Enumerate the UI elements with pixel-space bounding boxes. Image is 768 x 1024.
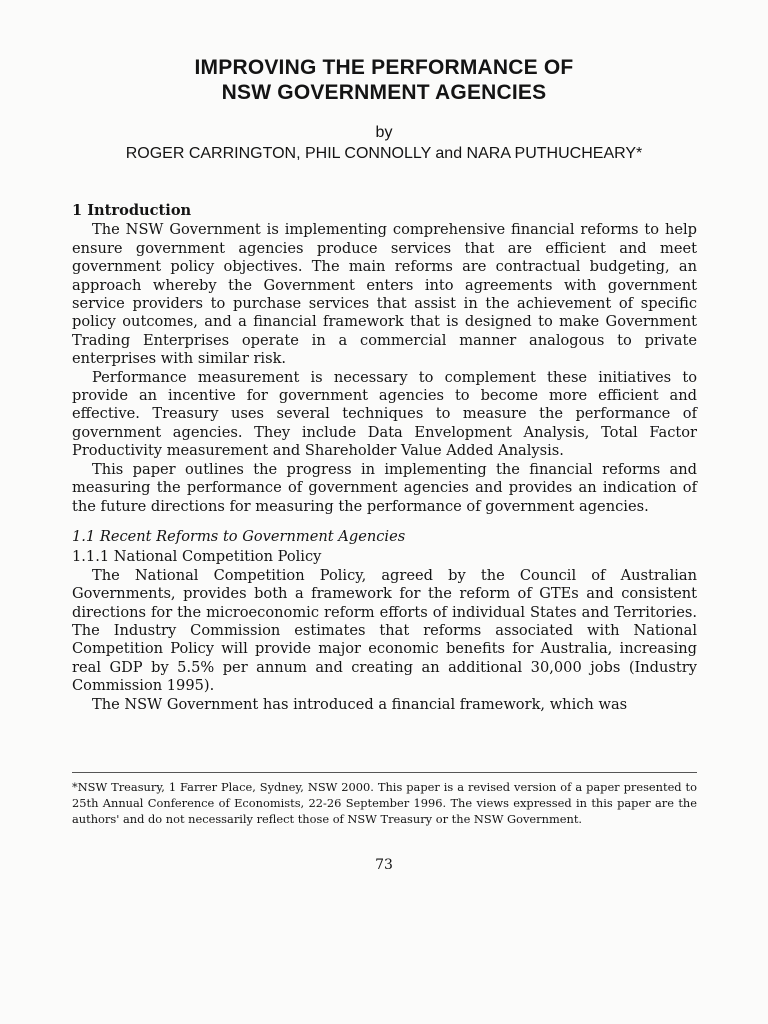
byline: by	[375, 124, 393, 141]
author-list: ROGER CARRINGTON, PHIL CONNOLLY and NARA PUTHUCHEARY*	[125, 145, 643, 162]
subsubsection-heading: 1.1.1 National Competition Policy	[72, 548, 322, 566]
page-number: 73	[375, 857, 393, 873]
title-line-1: IMPROVING THE PERFORMANCE OF	[194, 56, 574, 79]
paragraph: The NSW Government is implementing comprehensive financial reforms to help ensure government agencies produce services that are efficient and meet government policy objectives. The main reforms are contractual budgeting, an approach whereby the Government enters into agreements with government service providers to purchase services that assist in the achievement of specific policy outcomes, and a financial framework that is designed to make Government Trading Enterprises operate in a commercial manner analogous to private enterprises with similar risk.	[72, 221, 697, 368]
footnote: *NSW Treasury, 1 Farrer Place, Sydney, NSW 2000. This paper is a revised version of a paper presented to 25th Annual Conference of Economists, 22-26 September 1996. The views expressed in this paper are the authors' and do not necessarily reflect those of NSW Treasury or the NSW Government.	[72, 780, 697, 827]
paragraph: Performance measurement is necessary to complement these initiatives to provide an incentive for government agencies to become more efficient and effective. Treasury uses several techniques to measure the performance of government agencies. They include Data Envelopment Analysis, Total Factor Productivity measurement and Shareholder Value Added Analysis.	[72, 368, 697, 460]
body-text	[72, 202, 697, 714]
paragraph: This paper outlines the progress in implementing the financial reforms and measuring the performance of government agencies and provides an indication of the future directions for measuring the performance of government agencies.	[72, 460, 697, 515]
section-heading-introduction: 1 Introduction	[72, 202, 192, 219]
paragraph: The National Competition Policy, agreed by the Council of Australian Governments, provides both a framework for the reform of GTEs and consistent directions for the microeconomic reform efforts of individual States and Territories. The Industry Commission estimates that reforms associated with National Competition Policy will provide major economic benefits for Australia, increasing real GDP by 5.5% per annum and creating an additional 30,000 jobs (Industry Commission 1995).	[72, 566, 697, 695]
footnote-divider	[72, 772, 697, 773]
paper-title	[0, 55, 768, 105]
title-line-2: NSW GOVERNMENT AGENCIES	[221, 81, 547, 104]
paragraph: The NSW Government has introduced a financial framework, which was	[92, 695, 628, 713]
subsection-heading: 1.1 Recent Reforms to Government Agencies	[72, 527, 406, 545]
